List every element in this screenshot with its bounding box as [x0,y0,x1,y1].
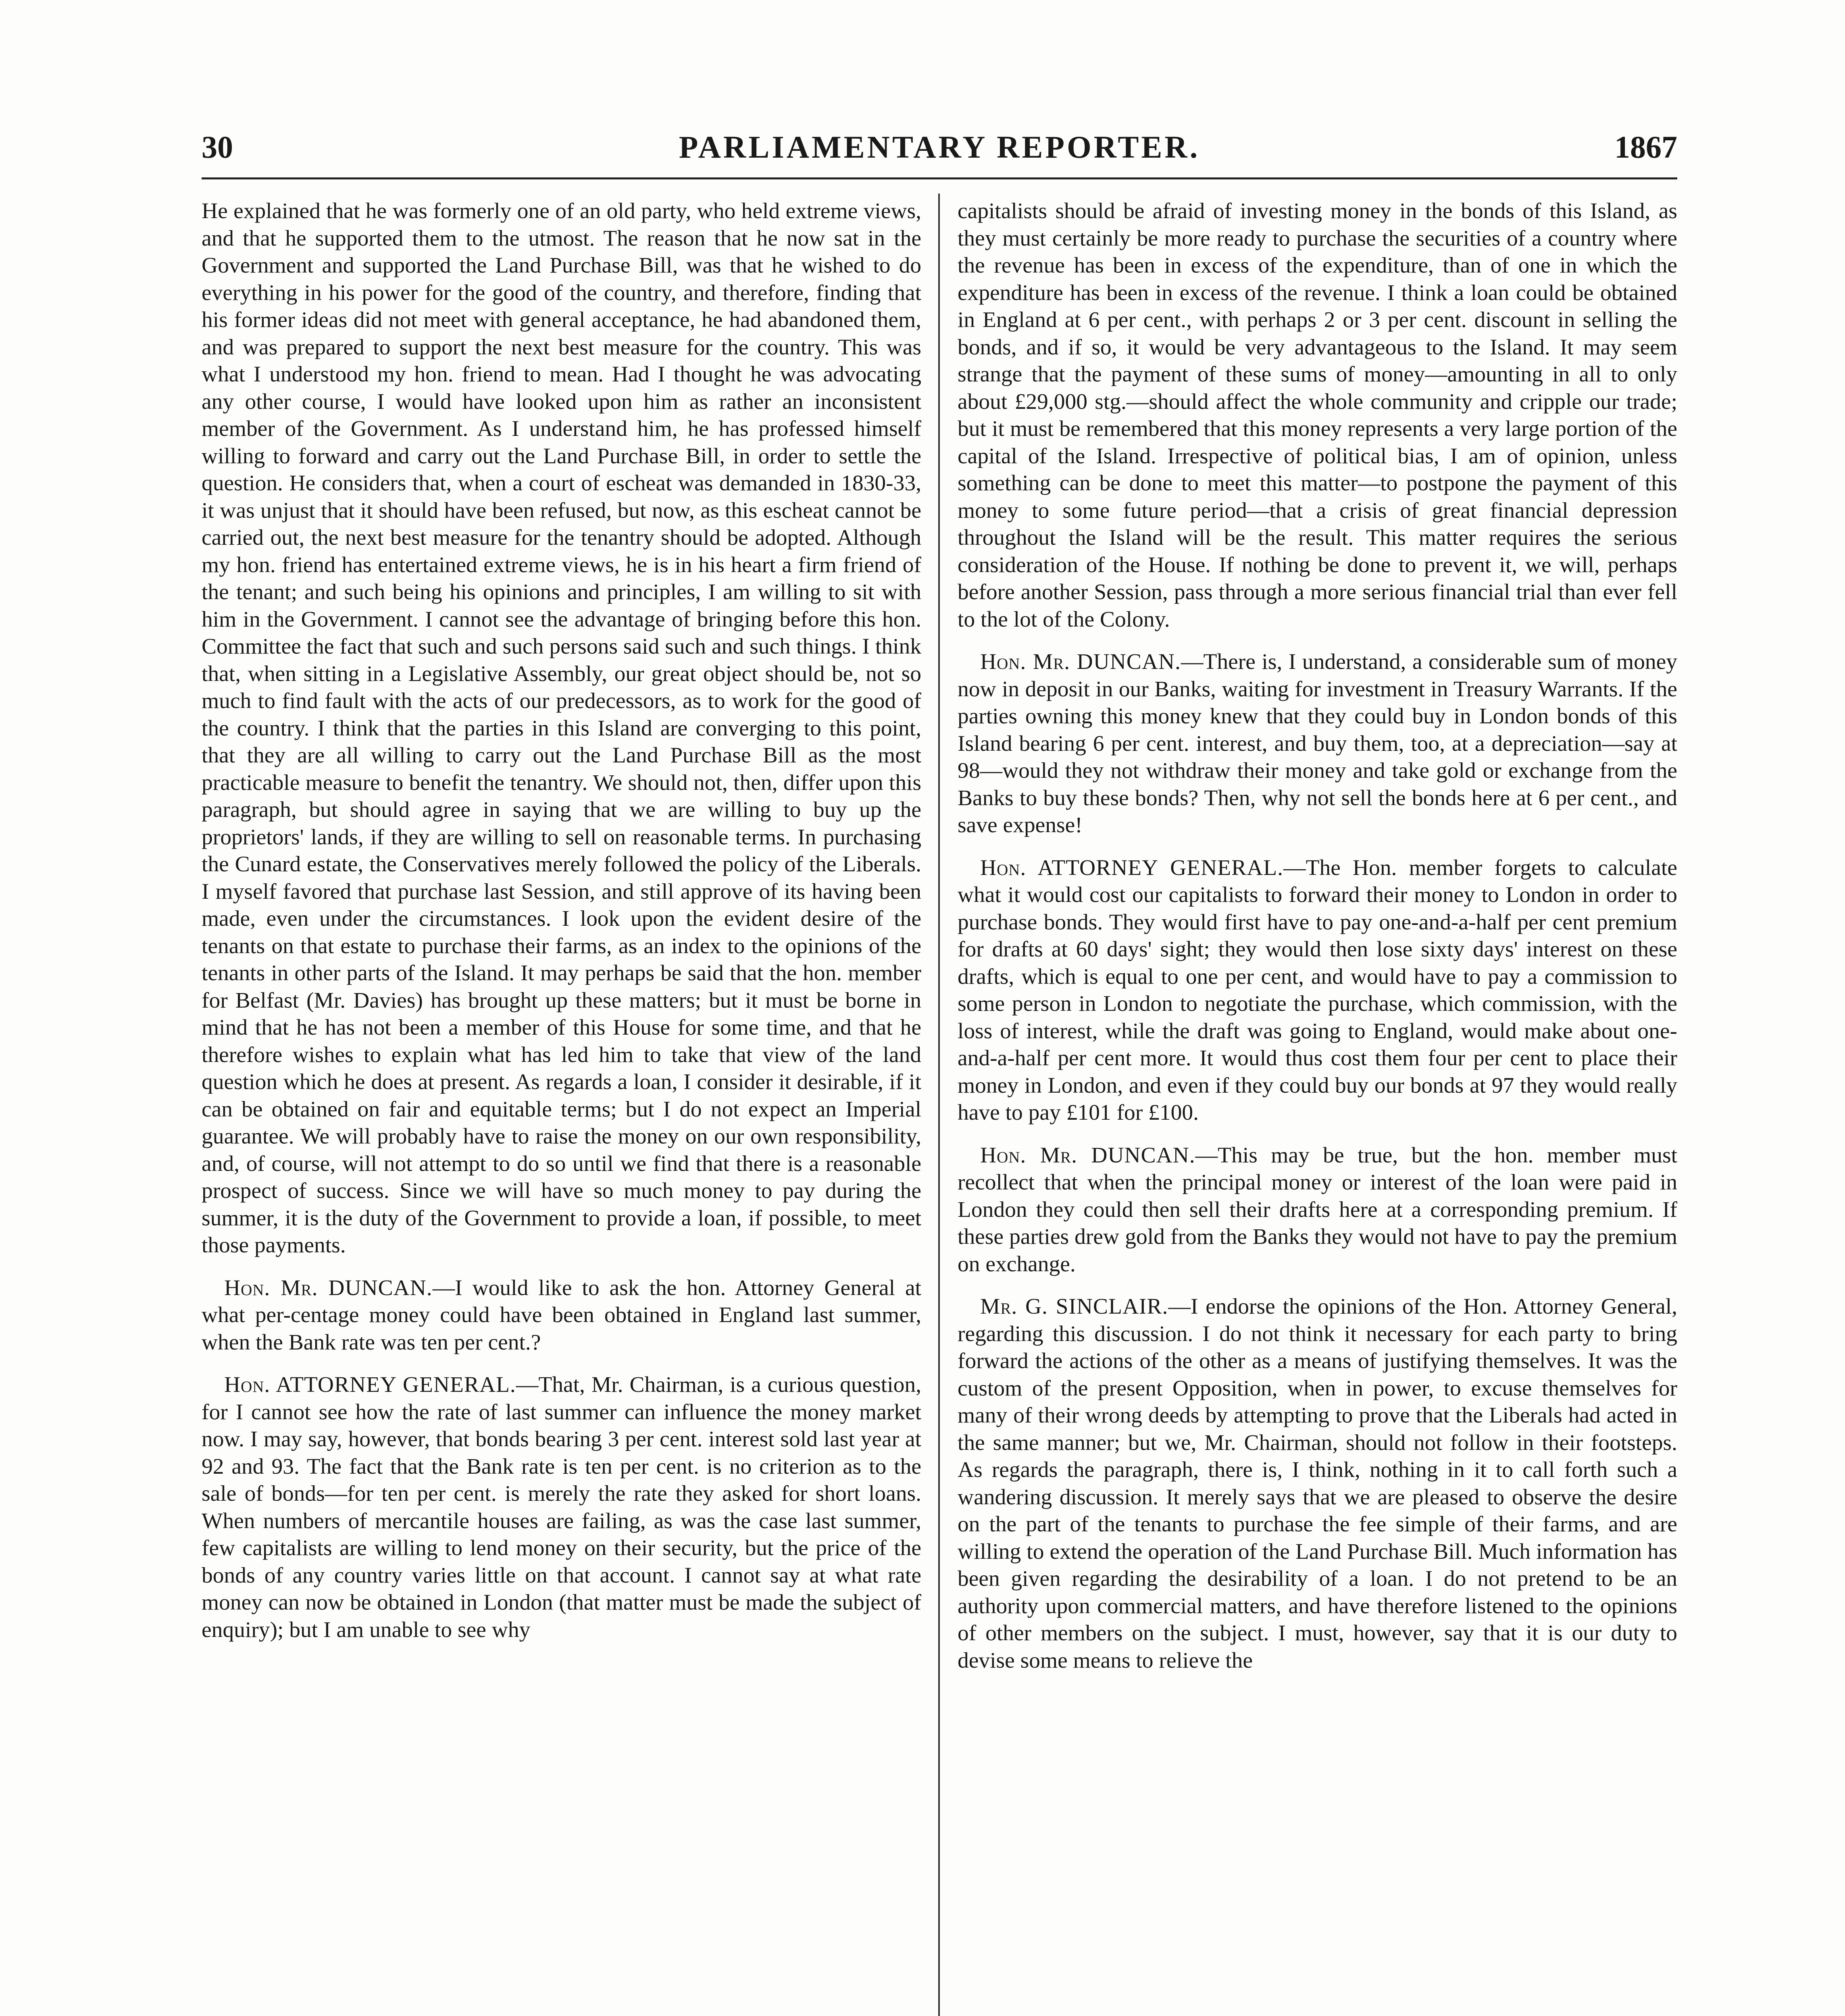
paragraph [958,1293,1677,1674]
speaker-name: Hon. Mr. DUNCAN. [224,1275,433,1300]
paragraph-text: —I would like to ask the hon. Attorney General at what per-centage money could have been obtained in England last summer, when the Bank rate was ten per cent.? [202,1275,921,1355]
running-title: PARLIAMENTARY REPORTER. [679,129,1200,165]
year: 1867 [1614,129,1677,165]
paragraph [202,198,921,1259]
paragraph [958,198,1677,633]
paragraph-text: capitalists should be afraid of investing money in the bonds of this Island, as they must certainly be more ready to purchase the securities of a country where the revenue has been in excess of the expenditure, than of one in which the expenditure has been in excess of the revenue. I think a loan could be obtained in England at 6 per cent., with perhaps 2 or 3 per cent. discount in selling the bonds, and if so, it would be very advantageous to the Island. It may seem strange that the payment of these sums of money—amounting in all to only about £29,000 stg.—should affect the whole community and cripple our trade; but it must be remembered that this money represents a very large portion of the capital of the Island. Irrespective of political bias, I am of opinion, unless something can be done to meet this matter—to postpone the payment of this money to some future period—that a crisis of great financial depression throughout the Island will be the result. This matter requires the serious consideration of the House. If nothing be done to prevent it, we will, perhaps before another Session, pass through a more serious financial trial than ever fell to the lot of the Colony. [958,199,1677,632]
paragraph-text: —I endorse the opinions of the Hon. Attorney General, regarding this discussion. I do not think it necessary for each party to bring forward the actions of the other as a means of justifying themselves. It was the custom of the present Opposition, when in power, to excuse themselves for many of their wrong deeds by attempting to prove that the Liberals had acted in the same manner; but we, Mr. Chairman, should not follow in their footsteps. As regards the paragraph, there is, I think, nothing in it to call forth such a wandering discussion. It merely says that we are pleased to observe the desire on the part of the tenants to purchase the fee simple of their farms, and are willing to extend the operation of the Land Purchase Bill. Much information has been given regarding the desirability of a loan. I do not pretend to be an authority upon commercial matters, and have therefore listened to the opinions of other members on the subject. I must, however, say that it is our duty to devise some means to relieve the [958,1294,1677,1673]
paragraph [202,1371,921,1643]
column-divider [938,194,940,2016]
header-rule [202,177,1677,179]
speaker-name: Hon. Mr. DUNCAN. [980,650,1181,674]
paragraph-text: —There is, I understand, a considerable sum of money now in deposit in our Banks, waiting for investment in Treasury Warrants. If the parties owning this money knew that they could buy in London bonds of this Island bearing 6 per cent. interest, and buy them, too, at a depreciation—say at 98—would they not withdraw their money and take gold or exchange from the Banks to buy these bonds? Then, why not sell the bonds here at 6 per cent., and save expense! [958,650,1677,837]
right-column [958,198,1677,2016]
left-column [202,198,921,2016]
page-header [202,125,1677,169]
speaker-name: Hon. Mr. DUNCAN. [980,1143,1195,1168]
speaker-name: Hon. ATTORNEY GENERAL. [980,855,1284,880]
paragraph [958,648,1677,839]
paragraph-text: —That, Mr. Chairman, is a curious question, for I cannot see how the rate of last summer can influence the money market now. I may say, however, that bonds bearing 3 per cent. interest sold last year at 92 and 93. The fact that the Bank rate is ten per cent. is no criterion as to the sale of bonds—for ten per cent. is merely the rate they asked for short loans. When numbers of mercantile houses are failing, as was the case last summer, few capitalists are willing to lend money on their security, but the price of the bonds of any country varies little on that account. I cannot say at what rate money can now be obtained in London (that matter must be made the subject of enquiry); but I am unable to see why [202,1372,921,1642]
speaker-name: Hon. ATTORNEY GENERAL. [224,1372,516,1397]
paragraph-text: He explained that he was formerly one of an old party, who held extreme views, and that he supported them to the utmost. The reason that he now sat in the Government and supported the Land Purchase Bill, was that he wished to do everything in his power for the good of the country, and therefore, finding that his former ideas did not meet with general acceptance, he had abandoned them, and was prepared to support the next best measure for the country. This was what I understood my hon. friend to mean. Had I thought he was advocating any other course, I would have looked upon him as rather an inconsistent member of the Government. As I understand him, he has professed himself willing to forward and carry out the Land Purchase Bill, in order to settle the question. He considers that, when a court of escheat was demanded in 1830-33, it was unjust that it should have been refused, but now, as this escheat cannot be carried out, the next best measure for the tenantry should be adopted. Although my hon. friend has entertained extreme views, he is in his heart a firm friend of the tenant; and such being his opinions and principles, I am willing to sit with him in the Government. I cannot see the advantage of bringing before this hon. Committee the fact that such and such persons said such and such things. I think that, when sitting in a Legislative Assembly, our great object should be, not so much to find fault with the acts of our predecessors, as to work for the good of the country. I think that the parties in this Island are converging to this point, that they are all willing to carry out the Land Purchase Bill as the most practicable measure to benefit the tenantry. We should not, then, differ upon this paragraph, but should agree in saying that we are willing to buy up the proprietors' lands, if they are willing to sell on reasonable terms. In purchasing the Cunard estate, the Conservatives merely followed the policy of the Liberals. I myself favored that purchase last Session, and still approve of its having been made, even under the circumstances. I look upon the evident desire of the tenants on that estate to purchase their farms, as an index to the opinions of the tenants in other parts of the Island. It may perhaps be said that the hon. member for Belfast (Mr. Davies) has brought up these matters; but it must be borne in mind that he has not been a member of this House for some time, and that he therefore wishes to explain what has led him to take that view of the land question which he does at present. As regards a loan, I consider it desirable, if it can be obtained on fair and equitable terms; but I do not expect an Imperial guarantee. We will probably have to raise the money on our own responsibility, and, of course, will not attempt to do so until we find that there is a reasonable prospect of success. Since we will have so much money to pay during the summer, it is the duty of the Government to provide a loan, if possible, to meet those payments. [202,199,921,1258]
paragraph [958,854,1677,1127]
paragraph-text: —The Hon. member forgets to calculate what it would cost our capitalists to forward their money to London in order to purchase bonds. They would first have to pay one-and-a-half per cent premium for drafts at 60 days' sight; they would then lose sixty days' interest on these drafts, which is equal to one per cent, and would have to pay a commission to some person in London to negotiate the purchase, which commission, with the loss of interest, while the draft was going to England, would make about one-and-a-half per cent more. It would thus cost them four per cent to place their money in London, and even if they could buy our bonds at 97 they would really have to pay £101 for £100. [958,855,1677,1125]
paragraph [202,1275,921,1356]
paragraph [958,1142,1677,1278]
speaker-name: Mr. G. SINCLAIR. [980,1294,1168,1319]
paragraph-text: —This may be true, but the hon. member must recollect that when the principal money or interest of the loan were paid in London they could then sell their drafts here at a corresponding premium. If these parties drew gold from the Banks they would not have to pay the premium on exchange. [958,1143,1677,1277]
page-number: 30 [202,129,233,165]
